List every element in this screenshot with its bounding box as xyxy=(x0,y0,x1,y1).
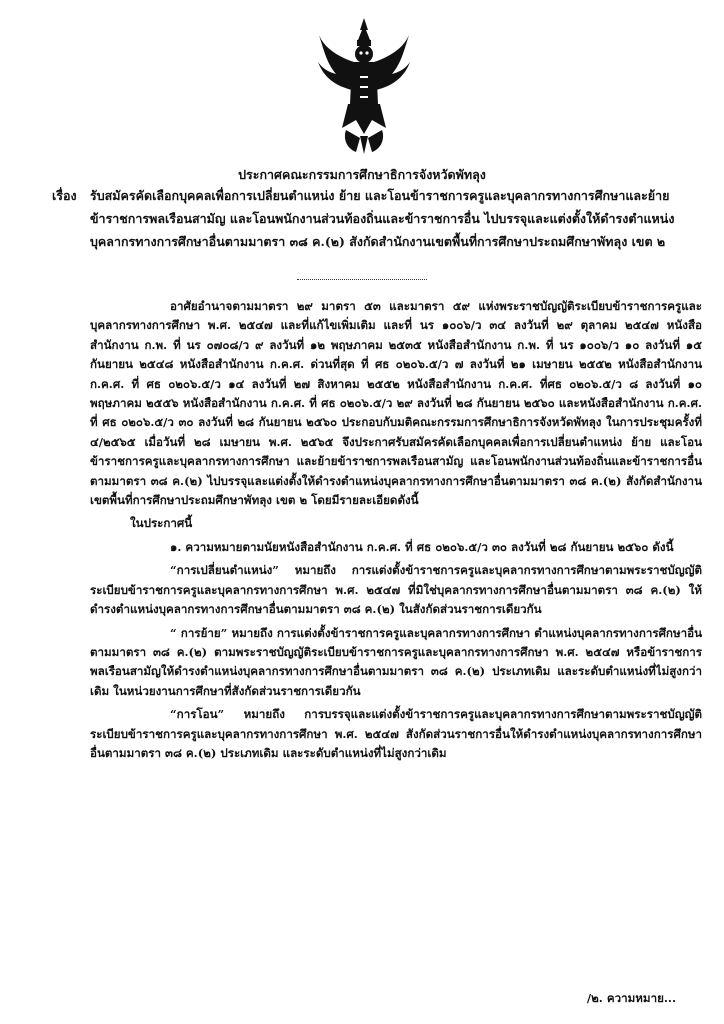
subject-text: รับสมัครคัดเลือกบุคคลเพื่อการเปลี่ยนตำแหน่ง ย้าย และโอนข้าราชการครูและบุคลากรทางการศึกษาและย้ายข้าราชการพลเรือนสามัญ และโอนพนักงานส่วนท้องถิ่นและข้าราชการอื่น ไปบรรจุและแต่งตั้งให้ดำรงตำแหน่งบุคลากรทางการศึกษาอื่นตามมาตรา ๓๘ ค.(๒) สังกัดสำนักงานเขตพื้นที่การศึกษาประถมศึกษาพัทลุง เขต ๒ xyxy=(90,188,675,249)
in-announcement-heading: ในประกาศนี้ xyxy=(130,516,193,531)
definition-move: “ การย้าย” หมายถึง การแต่งตั้งข้าราชการครูและบุคลากรทางการศึกษา ตำแหน่งบุคลากรทางการศึกษาอื่นตามมาตรา ๓๘ ค.(๒) ตามพระราชบัญญัติระเบียบข้าราชการครูและบุคลากรทางการศึกษา พ.ศ. ๒๕๔๗ หรือข้าราชการพลเรือนสามัญให้ดำรงตำแหน่งบุคลากรทางการศึกษาอื่นตามมาตรา ๓๘ ค.(๒) ประเภทเดิม และระดับตำแหน่งที่ไม่สูงกว่าเดิม ในหน่วยงานการศึกษาที่สังกัดส่วนราชการเดียวกัน xyxy=(90,625,702,698)
subject-label: เรื่อง xyxy=(52,188,77,203)
garuda-emblem-icon xyxy=(316,16,412,156)
announcement-body xyxy=(90,297,702,767)
definition-change-position: “การเปลี่ยนตำแหน่ง” หมายถึง การแต่งตั้งข้าราชการครูและบุคลากรทางการศึกษาตามพระราชบัญญัติระเบียบข้าราชการครูและบุคลากรทางการศึกษา พ.ศ. ๒๕๔๗ ที่มิใช่บุคลากรทางการศึกษาอื่นตามมาตรา ๓๘ ค.(๒) ให้ดำรงตำแหน่งบุคลากรทางการศึกษาอื่นตามมาตรา ๓๘ ค.(๒) ในสังกัดส่วนราชการเดียวกัน xyxy=(90,563,702,617)
intro-paragraph: อาศัยอำนาจตามมาตรา ๒๙ มาตรา ๕๓ และมาตรา ๕๙ แห่งพระราชบัญญัติระเบียบข้าราชการครูและบุคลากรทางการศึกษา พ.ศ. ๒๕๔๗ และที่แก้ไขเพิ่มเติม และที่ นร ๑๐๐๖/ว ๓๔ ลงวันที่ ๒๙ ตุลาคม ๒๕๔๗ หนังสือสำนักงาน ก.พ. ที่ นร ๐๗๐๘/ว ๙ ลงวันที่ ๑๒ พฤษภาคม ๒๕๓๕ หนังสือสำนักงาน ก.พ. ที่ นร ๑๐๐๖/ว ๑๐ ลงวันที่ ๑๕ กันยายน ๒๕๔๘ หนังสือสำนักงาน ก.ค.ศ. ด่วนที่สุด ที่ ศธ ๐๒๐๖.๕/ว ๗ ลงวันที่ ๒๑ เมษายน ๒๕๕๒ หนังสือสำนักงาน ก.ค.ศ. ที่ ศธ ๐๒๐๖.๕/ว ๑๔ ลงวันที่ ๒๗ สิงหาคม ๒๕๕๒ หนังสือสำนักงาน ก.ค.ศ. ที่ศธ ๐๒๐๖.๕/ว ๘ ลงวันที่ ๑๐ พฤษภาคม ๒๕๕๖ หนังสือสำนักงาน ก.ค.ศ. ที่ ศธ ๐๒๐๖.๕/ว ๒๙ ลงวันที่ ๒๘ กันยายน ๒๕๖๐ และหนังสือสำนักงาน ก.ค.ศ. ที่ ศธ ๐๒๐๖.๕/ว ๓๐ ลงวันที่ ๒๘ กันยายน ๒๕๖๐ ประกอบกับมติคณะกรรมการศึกษาธิการจังหวัดพัทลุง ในการประชุมครั้งที่ ๔/๒๕๖๕ เมื่อวันที่ ๒๘ เมษายน พ.ศ. ๒๕๖๕ จึงประกาศรับสมัครคัดเลือกบุคคลเพื่อการเปลี่ยนตำแหน่ง ย้าย และโอนข้าราชการครูและบุคลากรทางการศึกษา และย้ายข้าราชการพลเรือนสามัญ และโอนพนักงานส่วนท้องถิ่นและข้าราชการอื่นตามมาตรา ๓๘ ค.(๒) ไปบรรจุและแต่งตั้งให้ดำรงตำแหน่งบุคลากรทางการศึกษาอื่นตามมาตรา ๓๘ ค.(๒) สังกัดสำนักงานเขตพื้นที่การศึกษาประถมศึกษาพัทลุง เขต ๒ โดยมีรายละเอียดดังนี้ xyxy=(90,299,702,508)
item-1-paragraph: ๑. ความหมายตามนัยหนังสือสำนักงาน ก.ค.ศ. ที่ ศธ ๐๒๐๖.๕/ว ๓๐ ลงวันที่ ๒๘ กันยายน ๒๕๖๐ ดังนี้ xyxy=(170,539,674,554)
continuation-marker: /๒. ความหมาย... xyxy=(586,991,676,1005)
dotted-separator xyxy=(297,279,427,280)
subject-block xyxy=(52,184,700,253)
definition-transfer: “การโอน” หมายถึง การบรรจุและแต่งตั้งข้าราชการครูและบุคลากรทางการศึกษาตามพระราชบัญญัติระเบียบข้าราชการครูและบุคลากรทางการศึกษา พ.ศ. ๒๕๔๗ สังกัดส่วนราชการอื่นให้ดำรงตำแหน่งบุคลากรทางการศึกษาอื่นตามมาตรา ๓๘ ค.(๒) ประเภทเดิม และระดับตำแหน่งที่ไม่สูงกว่าเดิม xyxy=(90,707,702,760)
announcement-title: ประกาศคณะกรรมการศึกษาธิการจังหวัดพัทลุง xyxy=(238,167,486,182)
